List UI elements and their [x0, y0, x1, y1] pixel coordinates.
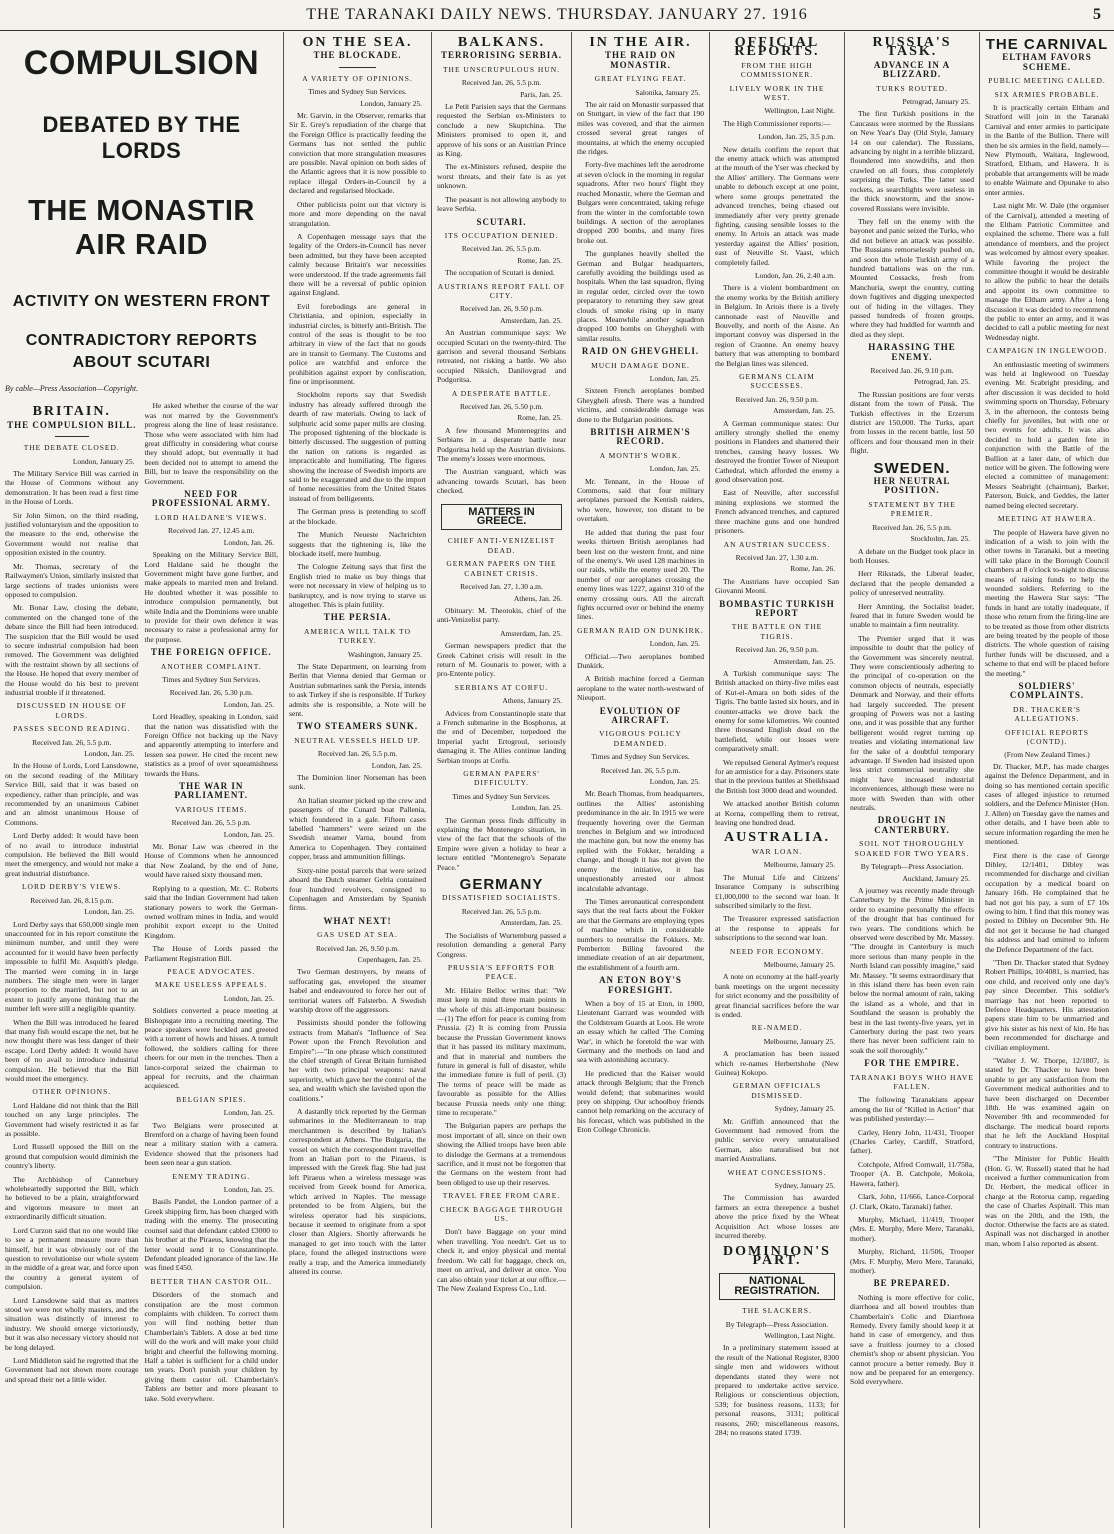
paragraph: Soldiers converted a peace meeting at Bishopsgate into a recruiting meeting. The peace speakers were heckled and greeted with a torrent of howls and hisses. A tumult followed, the soldiers calling for three cheers for our men in the trenches. Then a lance-corporal seized the chairman to appeal for recruits, and the chairman acquiesced. — [144, 1006, 278, 1091]
dateline: Times and Sydney Sun Services. — [452, 791, 551, 801]
dateline: Received Jan. 26, 9.50 p.m. — [735, 394, 819, 404]
paragraph: The House of Lords passed the Parliament Registration Bill. — [144, 944, 278, 963]
paragraph: Sir John Simon, on the third reading, justified voluntaryism and the opposition to the measure to the end, otherwise the Government would not realise that opposition existed in the country. — [5, 510, 139, 558]
paragraph: They fell on the enemy with the bayonet and panic seized the Turks, who did not believe an attack was possible. The Russians remorselessly pushed on, and soon the whole Turkish army of a hundred battalions was on the run. Mounted Cossacks, fresh from Manchuria, swept the country, cutting down fugitives and digging unexpected out of hiding in the villages. They passed hundreds of frozen groups, where they had huddled for warmth and died as they slept. — [850, 216, 974, 339]
subhead: DISSATISFIED SOCIALISTS. — [441, 893, 561, 903]
subhead: ENEMY TRADING. — [172, 1171, 251, 1181]
paragraph: First there is the case of George Dibley, 12/1401, Dibley was recommended for discharge and civilian occupation by a medical board on January 16th. He complained that he had not got his pay, a sum of £7 10s owing to him. I find that this money was posted to Dibley on December 9th. He did not get it because he had changed his address and had omitted to inform the Defence Department of the fact. — [985, 850, 1109, 954]
paragraph: Mr. Griffith announced that the Government had removed from the public service every unnaturalised German, also naturalised but not married Australians. — [715, 1116, 839, 1164]
subhead: TWO STEAMERS SUNK. — [296, 721, 419, 732]
paragraph: The State Department, on learning from Berlin that Vienna denied that German or Austrian submarines sank the Persia, intends to ask Turkey if she is responsible. If Turkey admits she is responsible, a Note will be sent. — [289, 661, 426, 718]
subhead: SERBIANS AT CORFU. — [454, 682, 549, 692]
paragraph: Lord Lansdowne said that as matters stood we were not wholly masters, and the situation was distinctly of interest to industry. We should emerge victoriously, but it was also necessary victory should not be long delayed. — [5, 1295, 139, 1352]
paragraph: Sixteen French aeroplanes bombed Gheygheli afresh. There was a hundred victims, and considerable damage was done to the Bulgarian positions. — [577, 386, 704, 424]
paragraph: The Times aeronautical correspondent says that the real facts about the Fokker are that the Germans are employing types of machine which in considerable numbers to neutralise the Fokkers. Mr. Pemberton Billing favoured the immediate creation of an air department, the establishment of a fourth arm. — [577, 896, 704, 972]
subhead: LORD DERBY'S VIEWS. — [21, 882, 122, 892]
paragraph: Le Petit Parisien says that the Germans requested the Serbian ex-Ministers to conclude a new Skuptchina. The Ministers promised to open it, and approve of his sons or an Austrian Prince as King. — [437, 102, 566, 159]
subhead: WHEAT CONCESSIONS. — [727, 1167, 827, 1177]
paragraph: Mr. Beach Thomas, from headquarters, outlines the Allies' astonishing predominance in the air. In 1915 we were frequently hovering over the German trenches in Belgium and we introduced the machine gun, but now the enemy has replied with the Fokker, heralding a change, and though it has not given the enemy the initiative, it has unquestionably arrested our almost incalculable advantage. — [577, 789, 705, 893]
dateline: Received Jan. 26, 5.5 p.m. — [872, 522, 952, 532]
section-russias-task: RUSSIA'S TASK. — [872, 35, 952, 60]
subhead: BE PREPARED. — [873, 1278, 951, 1289]
paragraph: Herr Rikstads, the Liberal leader, declared that the people demanded a policy of unreserved neutrality. — [850, 569, 974, 598]
dateline: London, Jan. 25. — [511, 803, 562, 813]
paragraph: Lord Middleton said he regretted that the Government had not shown more courage and spread their net a little wider. — [5, 1355, 139, 1384]
paragraph: There is a violent bombardment on the enemy works by the British artillery in Belgium. In Artois there is a lively cannonade east of Neuville and Bouvelly, and north of the Aisne. An important convoy was dispersed in the region of Craonne. An enemy heavy battery that was attempting to bombard the Belgian lines was silenced. — [715, 283, 839, 368]
subhead: DR. THACKER'S ALLEGATIONS. — [1013, 704, 1081, 724]
dateline: Melbourne, January 25. — [763, 959, 835, 969]
paragraph: The occupation of Scutari is denied. — [445, 268, 555, 278]
dateline: London, Jan. 25. — [371, 760, 422, 770]
dateline: Received Jan. 26, 5.5 p.m. — [32, 737, 112, 747]
paragraph: Clark, John, 11/666, Lance-Corporal (J. Clark, Okato, Taranaki) father. — [850, 1192, 974, 1211]
subhead: RE-NAMED. — [751, 1023, 803, 1033]
subhead: HARASSING THE ENEMY. — [868, 342, 956, 362]
dateline: Stockholm, Jan. 25. — [910, 534, 970, 544]
paragraph: Don't have Baggage on your mind when travelling. You needn't. Get us to check it, and enjoy physical and mental freedom. We call for baggage, check on, meet on arrival, and deliver at once. You can also obtain your ticket at our office.—The New Zealand Express Co., Ltd. — [437, 1227, 566, 1293]
subhead: MAKE USELESS APPEALS. — [155, 980, 268, 990]
dateline: Amsterdam, Jan. 25. — [773, 656, 835, 666]
subhead: CHIEF ANTI-VENIZELIST DEAD. — [447, 536, 556, 555]
subhead: THE FOREIGN OFFICE. — [150, 647, 272, 658]
dateline: Times and Sydney Sun Services. — [162, 674, 261, 684]
subhead: SOLDIERS' COMPLAINTS. — [1009, 681, 1085, 701]
subhead: CAMPAIGN IN INGLEWOOD. — [986, 346, 1108, 356]
paragraph: Murphy, Michael, 11/419, Trooper (Mrs. E. Murphy, Mere Mere, Taranaki, mother). — [850, 1214, 974, 1243]
paragraph: A debate on the Budget took place in both Houses. — [850, 546, 974, 565]
dateline: Received Jan. 26, 9.10 p.m. — [870, 366, 954, 375]
dateline: Times and Sydney Sun Services. — [308, 87, 407, 97]
subhead: ANOTHER COMPLAINT. — [160, 661, 262, 671]
dateline: Received Jan. 26, 5.50 p.m. — [459, 402, 544, 411]
subhead: BELGIAN SPIES. — [176, 1094, 247, 1104]
dateline: Received Jan. 27, 1.30 a.m. — [460, 582, 543, 592]
subhead: HER NEUTRAL POSITION. — [873, 476, 951, 496]
paragraph: Lord Derby added: It would have been of no avail to introduce industrial compulsion. He believed the Bill would meet the emergency, and would not make a great industrial disturbance. — [5, 831, 139, 878]
dateline: London, Jan. 25. — [649, 777, 700, 787]
dateline: Copenhagen, Jan. 25. — [357, 954, 422, 964]
paragraph: A journey was recently made through Canterbury by the Prime Minister in order to examine personally the effects of the drought that has continued for two years. The conditions which he observed were described by Mr. Massey. "The drought in Canterbury is much more serious than many people in the North Island can possibly imagine," said Mr. Massey. "It seems extraordinary that in this island there has been even rain below the normal amount of rain, taking the island as a whole, and that in Southland the season is probably the best in the last twenty-five years, yet in Canterbury during the past two years there has never been sufficient rain to soak the soil thoroughly." — [850, 885, 974, 1055]
subhead: AN ETON BOY'S FORESIGHT. — [599, 975, 682, 995]
paragraph: Forty-five machines left the aerodrome at seven o'clock in the morning in regular squadrons. After two hours' flight they reached Monastir, where the German and Bulgars were concentrated, taking refuge from the winter in the comfortable town buildings. A section of the aeroplanes dropped 200 bombs, and many fires broke out. — [577, 160, 704, 245]
section-sweden: SWEDEN. — [873, 459, 951, 477]
paragraph: Mr. Tennant, in the House of Commons, said that four military aeroplanes pursued the Kentish raiders, who were, however, too distant to be overtaken. — [577, 476, 704, 524]
paragraph: Nothing is more effective for colic, diarrhoea and all bowel troubles than Chamberlain's Colic and Diarrhoea Remedy. Every family should keep it at hand in case of emergency, and thus save a fruitless journey to a closed chemist's shop or absent physician. You cannot procure a better remedy. Buy it now and be prepared for an emergency. Sold everywhere. — [850, 1292, 974, 1387]
dateline: Paris, Jan. 25. — [520, 89, 562, 99]
subhead: GERMAN OFFICIALS DISMISSED. — [732, 1081, 822, 1100]
paragraph: An Italian steamer picked up the crew and passengers of the Cunard boat Pallenia, which foundered in a gale. Fifteen cases labelled "hammers" were seized on the Swedish steamer Varna, bound from America to Copenhagen. They contained copper, brass and ammunition fillings. — [289, 795, 426, 862]
column-1 — [0, 32, 284, 1528]
dateline: London, Jan. 25. — [84, 749, 135, 758]
paragraph: Cotchpole, Alfred Cornwall, 11/758a, Trooper (A. B. Catchpole, Mokoia, Hawera, father). — [850, 1159, 974, 1188]
dateline: London, Jan. 26. — [223, 537, 274, 547]
paragraph: Advices from Constantinople state that a French submarine in the Bosphorus, at the end of December, torpedoed the Imperial yacht Ertogroul, seriously damaging it. The Allies continue landing Serbian troops at Corfu. — [437, 708, 566, 765]
paragraph: A few thousand Montenegrins and Serbians in a desperate battle near Podgoritsa held up the Austrian divisions. The enemy's losses were enormous. — [437, 425, 566, 464]
subhead: AN AUSTRIAN SUCCESS. — [723, 539, 831, 549]
dateline: Melbourne, January 25. — [763, 860, 835, 870]
paragraph: Lord Russell opposed the Bill on the ground that compulsion would diminish the country's liberty. — [5, 1142, 139, 1171]
subhead: THE RAID ON MONASTIR. — [604, 50, 676, 70]
dateline: Amsterdam, Jan. 25. — [500, 628, 562, 638]
dateline: London, January 25. — [72, 456, 135, 466]
paragraph: A note on economy at the half-yearly bank meetings on the urgent necessity for strict economy and the possibility of great financial sacrifices before the war is ended. — [715, 972, 839, 1019]
box-headline: NATIONAL REGISTRATION. — [719, 1273, 835, 1300]
subhead: WHAT NEXT! — [323, 915, 392, 926]
paragraph: The Russian positions are four versts distant from the town of Pinsk. The Turkish effectives in the Erzerum district are 150,000. The Turks, apart from losses in the recent battle, lost 50 officers and four thousand men in their flight. — [850, 389, 974, 456]
paragraph: When the Bill was introduced he feared that many fish would escape the net, but he now thought there was less danger of their escape. Lord Derby added: It would have been of no avail to introduce industrial compulsion. He believed that the Bill would meet the emergency. — [5, 1017, 139, 1083]
dateline: By Telegraph—Press Association. — [860, 862, 964, 872]
paragraph: Sixty-nine postal parcels that were seized aboard the Dutch steamer Gelria contained four hundred revolvers, consigned to Copenhagen and Amsterdam by Spanish firms. — [289, 865, 426, 913]
dateline: Amsterdam, Jan. 25. — [500, 315, 562, 325]
subhead: A VARIETY OF OPINIONS. — [302, 73, 413, 83]
subhead: AUSTRIANS REPORT FALL OF CITY. — [437, 281, 566, 300]
paragraph: Speaking on the Military Service Bill, Lord Haldane said he thought the Government might have gone further, and make appeals to married men and Ireland. He doubted whether it was possible to introduce compulsion permanently, but while India and the Dominions were unable to provide for their own defence it was necessary to raise a professional army for the purpose. — [144, 550, 278, 644]
box-headline: MATTERS IN GREECE. — [441, 504, 562, 531]
dateline: Times and Sydney Sun Services. — [591, 752, 690, 762]
paragraph: Mr. Thomas, secretary of the Railwaymen's Union, similarly insisted that large sections of trades unionists were opposed to compulsion. — [5, 561, 139, 599]
subhead: TARANAKI BOYS WHO HAVE FALLEN. — [850, 1072, 974, 1092]
paragraph: "The Minister for Public Health (Hon. G. W. Russell) stated that he had received a further communication from Dr. Herbert, the medical officer in charge at the Rotorua camp, regarding the case of Charles Aspinall. This man was on the 20th, and the 19th, the doctor. Otherwise the facts are as stated. Aspinall was not discharged in another man, whom I also reported as absent. — [985, 1154, 1109, 1248]
subhead: THE BATTLE ON THE TIGRIS. — [731, 622, 823, 641]
subhead: SIX ARMIES PROBABLE. — [994, 89, 1100, 99]
subhead: OFFICIAL REPORTS (CONTD). — [1005, 727, 1089, 747]
subhead: A MONTH'S WORK. — [599, 450, 682, 460]
paragraph: A Turkish communique says: The British attacked on thirty-five miles east of Kut-el-Amara on both sides of the Tigris. The battle lasted six hours, and in counter-attacks we drove back the enemy for some kilometres. We counted three thousand English dead on the battlefield, while our losses were comparatively small. — [715, 668, 839, 754]
paragraph: Other publicists point out that victory is more and more depending on the naval strangulation. — [289, 199, 426, 228]
paragraph: German newspapers predict that the Greek Cabinet crisis will result in the return of M. Gounaris to power, with a pro-Entente policy. — [437, 641, 566, 679]
paragraph: Carley, Henry John, 11/431, Trooper (Charles Carley, Cardiff, Stratford, father). — [850, 1127, 974, 1156]
subhead: GAS USED AT SEA. — [317, 930, 398, 940]
paragraph: "Then Dr. Thacker stated that Sydney Robert Phillips, 10/4081, is married, has one child, and received only one day's pay since December. This soldier's marriage has not been reported to Defence Headquarters. His attestation papers state him to be unmarried and give his sister as his next of kin. He has been recommended for discharge and civilian employment. — [985, 957, 1109, 1052]
paragraph: We repulsed General Aylmer's request for an armistice for a day. Prisoners state that in the previous battles at Sheikhsaad the British lost 3000 dead and wounded. — [715, 757, 840, 795]
subhead: THE UNSCRUPULOUS HUN. — [442, 64, 561, 74]
subhead: GERMAN RAID ON DUNKIRK. — [577, 625, 704, 635]
dateline: Auckland, January 25. — [902, 873, 970, 883]
paragraph: A proclamation has been issued which re-names Herbertshohe (New Guinea) Kokopo. — [715, 1049, 839, 1077]
subhead: BETTER THAN CASTOR OIL. — [150, 1276, 272, 1286]
subhead: TURKS ROUTED. — [876, 83, 948, 93]
paragraph: The Premier urged that it was impossible to doubt that the policy of the Government was sincerely neutral. They were conscientiously adhering to the principal of co-operation on the common objects of neutrals, especially Denmark and Norway, and their efforts had largely succeeded. The present grouping of Powers was not a lasting one, and it was possible that any further belligerent would regret turning up treaties and violating international law for the sake of a doubtful temporary advantage. If Sweden had insisted upon less strict commercial neutrality she might have increased industrial inconveniences, although these were no more with Sweden than with other neutrals. — [850, 633, 974, 813]
paragraph: In the House of Lords, Lord Lansdowne, on the second reading of the Military Service Bill, said that it was based on expediency, rather than principle, and was recommended by an unanimous Cabinet and an almost unanimous House of Commons. — [5, 761, 139, 827]
paragraph: An Austrian communique says: We occupied Scutari on the twenty-third. The garrison and several thousand Serbians retreated, not risking a battle. We also occupied Niksich, Danilovgrad and Podgoritsa. — [437, 328, 566, 385]
paragraph: Lord Haldane did not think that the Bill touched on any large principles. The Government had wisely restricted it as far as possible. — [5, 1100, 139, 1139]
dateline: Amsterdam, Jan. 25. — [500, 918, 562, 928]
paragraph: Two Belgians were prosecuted at Brentford on a charge of having been found near a military station with a camera. Evidence showed that the prisoners had been seen near a gun station. — [144, 1120, 278, 1168]
dateline: London, Jan. 25. — [223, 1108, 274, 1118]
paragraph: The Bulgarian papers are perhaps the most important of all, since on their own showing the Allied troops have been able to dislodge the Germans at a tremendous sacrifice, and it must not be forgotten that the Germans on the western front had been obliged to use up their reserves. — [437, 1121, 566, 1187]
dateline: Received Jan. 26, 5.5 p.m. — [600, 765, 681, 775]
paragraph: The following Taranakians appear among the list of "Killed in Action" that was published yesterday:— — [850, 1095, 974, 1124]
subhead: VARIOUS ITEMS. — [174, 804, 248, 814]
paragraph: New details confirm the report that the enemy attack which was attempted at the mouth of the Yser was checked by the Allies' artillery. The Germans were unable to debouch except at one point, where some groups penetrated the advanced trenches, being chased out immediately after very pretty grenade fighting, causing sensible losses to the enemy. In Artois an attack was made yesterday against the Allies' position, east of Neuville St. Vaast, which completely failed. — [715, 144, 839, 267]
subhead: NEED FOR PROFESSIONAL ARMY. — [151, 489, 271, 509]
paragraph: The peasant is not allowing anybody to leave Serbia. — [437, 194, 566, 214]
section-on-the-sea: ON THE SEA. — [302, 35, 413, 50]
dateline: Received Jan. 26, 9.50 p.m. — [735, 645, 819, 655]
paragraph: A British machine forced a German aeroplane to the water north-westward of Nieuport. — [577, 674, 704, 703]
dateline: Received Jan. 26, 5.5 p.m. — [461, 906, 542, 916]
paragraph: The Military Service Bill was carried in the House of Commons without any demonstration. It has been read a first time in the House of Lords. — [5, 469, 139, 507]
paragraph: The Munich Neueste Nachrichten suggests that the tightening is, like the blockade itself, mere humbug. — [289, 530, 426, 558]
subhead: DISCUSSED IN HOUSE OF LORDS. — [16, 701, 127, 720]
paragraph: The High Commissioner reports:— — [723, 118, 831, 128]
subhead: THE SLACKERS. — [742, 1306, 812, 1316]
column-russias-task — [845, 32, 980, 1528]
column-on-the-sea — [284, 32, 432, 1528]
column-in-the-air — [572, 32, 710, 1528]
subhead: BRITISH AIRMEN'S RECORD. — [590, 427, 691, 447]
subhead: AMERICA WILL TALK TO TURKEY. — [303, 626, 412, 646]
paragraph: The Austrian vanguard, which was advancing towards Scutari, has been checked. — [437, 467, 566, 496]
section-balkans: BALKANS. — [457, 35, 546, 50]
subhead: OTHER OPINIONS. — [32, 1087, 112, 1097]
paragraph: Lord Headley, speaking in London, said that the nation was dissatisfied with the Foreign Office not backing up the Navy and apparently attempting to interfere and lessen sea power. He cited the recent new statistics as a proof of over squeamishness towards the Huns. — [144, 712, 278, 778]
paragraph: East of Neuville, after successful mining explosions we stormed the French advanced trenches, and captured three machine guns and one hundred prisoners. — [715, 488, 839, 536]
paragraph: The Cologne Zeitung says that first the English tried to make us buy things that were not necessary in view of helping us to bankruptcy, and is now trying to starve us altogether. This is plain futility. — [289, 562, 426, 609]
dateline: Melbourne, January 25. — [763, 1036, 835, 1046]
dateline: Received Jan. 26, 5.5 p.m. — [317, 749, 398, 759]
subhead: THE PERSIA. — [323, 612, 392, 623]
dateline: Athens, Jan. 26. — [513, 593, 562, 603]
subhead: GERMANS CLAIM SUCCESSES. — [739, 372, 815, 391]
dateline: London, Jan. 25. — [649, 464, 700, 474]
subhead: TRAVEL FREE FROM CARE. — [442, 1191, 561, 1201]
subhead: MUCH DAMAGE DONE. — [591, 360, 690, 370]
dateline: Petrograd, Jan. 25. — [913, 377, 970, 387]
section-britain: BRITAIN. — [32, 404, 111, 420]
dateline: Wellington, Last Night. — [764, 1330, 835, 1340]
dateline: Washington, January 25. — [348, 649, 422, 659]
paragraph: The Socialists of Wurtemburg passed a resolution demanding a general Party Congress. — [437, 930, 566, 959]
subhead: BOMBASTIC TURKISH REPORT — [719, 598, 835, 618]
paragraph: Last night Mr. W. Dale (the organiser of the Carnival), attended a meeting of the Eltham Patriotic Committee and explained the scheme. There was a full attendance of members, and the project was welcomed by almost every speaker. While favoring the project the committee thought it would be desirable to allow the public to hear the details and appoint its own committee to manage the Eltham army. After a long discussion it was decided to recommend the public to enter an army, and it was decided to call a public meeting for next Wednesday night. — [985, 201, 1109, 342]
paragraph: The Mutual Life and Citizens' Insurance Company is subscribing £1,000,000 to the second war loan. It subscribed similarly to the first. — [715, 872, 839, 910]
dateline: Received Jan. 26, 5.5 p.m. — [461, 78, 542, 88]
paragraph: The ex-Ministers refused, despite the worst threats, and their fate is as yet unknown. — [437, 162, 566, 191]
paragraph: The Dominion liner Norseman has been sunk. — [289, 773, 426, 792]
subhead: LORD HALDANE'S VIEWS. — [155, 512, 268, 522]
dateline: Rome, Jan. 25. — [517, 413, 562, 423]
subhead: SCUTARI. — [476, 216, 527, 227]
dateline: Received Jan. 27, 12.45 a.m. — [168, 526, 255, 536]
subhead: TERRORISING SERBIA. — [440, 50, 563, 61]
subhead: DROUGHT IN CANTERBURY. — [874, 815, 950, 835]
paragraph: Lord Curzon said that no one would like to see a permanent measure more than himself, but it was obviously out of the question to revolutionise our whole system in the middle of a great war, and force upon the country a general system of compulsion. — [5, 1225, 139, 1292]
paragraph: Mr. Bonar Law was cheered in the House of Commons when he announced that New Zealand, by the end of June, would have raised sixty thousand men. — [144, 842, 278, 880]
subhead: VIGOROUS POLICY DEMANDED. — [599, 729, 682, 748]
dateline: Wellington, Last Night. — [764, 106, 835, 116]
subhead: CHECK BAGGAGE THROUGH US. — [439, 1204, 564, 1224]
section-germany: GERMANY — [459, 876, 544, 894]
subhead: A DESPERATE BATTLE. — [451, 388, 552, 398]
paragraph: The air raid on Monastir surpassed that on Stuttgart, in view of the fact that 190 miles was covered, and that the airmen crossed several great ranges of mountains, at which the enemy occupied the ridges. — [577, 100, 704, 157]
subhead: ADVANCE IN A BLIZZARD. — [873, 59, 951, 80]
paragraph: Lord Derby says that 650,000 single men unaccounted for in his report constitute the minimum number, and until they were accounted for it would have been perfectly impossible to fulfil Mr. Asquith's pledge. The married were coming in in large numbers. The single men were in larger proportion to the married, but not to an extent to justify anyone thinking that the number left were still a negligible quantity. — [5, 919, 139, 1014]
paragraph: Obituary: M. Theotokis, chief of the anti-Venizelist party. — [437, 605, 566, 625]
paragraph: An enthusiastic meeting of swimmers was held at Inglewood on Tuesday evening. Mr. Scabright presiding, and after discussion it was decided to hold swimming sports on Thursday, February 3, in the afternoon, the contests being chiefly for juveniles, but with one or two events for adults. It was also decided to hold a garden fete in conjunction with the Battle of the Bullion at a later date, of which due notice will be given. The following were elected a committee of management: Messrs Seabright (chairman), Barker, Paterson, Buick, and Geddes, the latter named being elected secretary. — [985, 359, 1109, 510]
byline: By cable—Press Association—Copyright. — [5, 384, 139, 393]
dateline: Received Jan. 26, 9.50 p.m. — [315, 943, 400, 953]
headline-western-front: ACTIVITY ON WESTERN FRONT — [12, 293, 271, 310]
masthead — [0, 0, 1114, 31]
subhead: STATEMENT BY THE PREMIER. — [868, 499, 956, 519]
headline-compulsion: COMPULSION — [23, 44, 260, 82]
paragraph: The Treasurer expressed satisfaction at the response to appeals for subscriptions to the second war loan. — [715, 914, 839, 943]
paragraph: Mr. Garvin, in the Observer, remarks that Sir E. Grey's repudiation of the charge that the Foreign Office is practically feeding the Germans has not settled the public conviction that more strangulation measures are possible. Naval opinion on both sides of the Atlantic agrees that it is now possible to replace illegal Orders-in-Council by a declared and regularised blockade. — [289, 111, 426, 196]
paragraph: "Walter J. W. Thorpe, 12/1807, is stated by Dr. Thacker to have been unable to get any satisfaction from the Government medical authorities and to have been discharged on December 18th. He was examined again on November 9th and recommended for discharge. The medical board reports that he left the Auckland Hospital contrary to instructions. — [985, 1056, 1109, 1150]
paragraph: The Commission has awarded farmers an extra threepence a bushel above the price fixed by the Wheat Acquisition Act whose losses are incurred thereby. — [715, 1193, 839, 1241]
dateline: By Telegraph—Press Association. — [725, 1319, 829, 1329]
paragraph: He added that during the past four weeks thirteen British aeroplanes had been lost on the western front, and nine of the enemy's. We used 128 machines in our raids, while the enemy used 20. The number of our aeroplanes crossing the enemy lines was 1227, against 310 of the enemy crossing ours. All the aircraft fights occurred over or behind the enemy lines. — [577, 527, 704, 622]
dateline: Rome, Jan. 25. — [517, 255, 562, 265]
dateline: London, January 25. — [360, 98, 422, 108]
paragraph: Mr. Hilaire Belloc writes that: "We must keep in mind three main points in the whole of this all-important business:—(1) The effort for peace is coming from Prussia. (2) It is coming from Prussia because the Prussian Government knows that it has passed its military maximum, and that in material and numbers the future in general is full of disaster, while the immediate future is full of peril. (3) The terms of peace will be made as favourable as possible for the Allies because Prussia needs only one thing: time to recuperate." — [437, 985, 566, 1117]
paragraph: Dr. Thacker, M.P., has made charges against the Defence Department, and in doing so has mentioned certain specific cases of alleged injustice to returned soldiers, and the Defence Minister (Hon. J. Allen) on Tuesday gave the names and other details, and I have been able to secure information regarding the men he mentioned. — [985, 761, 1110, 847]
headline-debated-by-lords: DEBATED BY THE LORDS — [42, 112, 241, 163]
headline-monastir-air-raid: THE MONASTIR AIR RAID — [28, 195, 255, 261]
paragraph: The gunplanes heavily shelled the German and Bulgar headquarters, carefully avoiding the buildings used as hospitals. When the last squadron, flying in regular order, circled over the town preparatory to returning they saw great clouds of smoke rising up in many places. Meanwhile another squadron dropped 100 bombs on Gheygheli with similar results. — [577, 249, 704, 343]
dateline: London, Jan. 25. — [84, 907, 135, 917]
paragraph: Evil forebodings are general in Christiania, and opinion, especially in industrial circles, is bitterly anti-British. The control of the seas is thought to be too arbitrary in view of the fact that no goods are in transit to Germany. The Customs and police are watchful and enforce the prohibition against export by confiscation, fine or imprisonment. — [289, 301, 426, 386]
paragraph: The German press finds difficulty in explaining the Montenegro situation, in view of the fact that the schools of the Empire were given a holiday to hear a lecture entitled "Montenegro's Separate Peace." — [437, 815, 566, 872]
page-number: 5 — [1093, 6, 1102, 23]
subhead: GERMAN PAPERS ON THE CABINET CRISIS. — [446, 559, 557, 578]
section-australia: AUSTRALIA. — [724, 830, 830, 846]
subhead: THE WAR IN PARLIAMENT. — [174, 781, 248, 801]
dateline: Amsterdam, Jan. 25. — [773, 406, 835, 416]
subhead: NEUTRAL VESSELS HELD UP. — [294, 735, 421, 745]
dateline: London, Jan. 25. — [223, 993, 274, 1003]
subhead: THE BLOCKADE. — [313, 50, 402, 61]
section-official-reports: OFFICIAL REPORTS. — [734, 35, 820, 60]
paragraph: Mr. Bonar Law, closing the debate, commented on the changed tone of the debate since the Bill had been introduced. The suspicion that the Bill would be used to secure industrial compulsion had been removed. The Government was delighted with the restraint shown by all sections of the House. He hoped that every member of the House would do his best to prevent industrial trouble if it threatened. — [5, 603, 139, 697]
dateline: London, Jan. 25. — [649, 374, 700, 383]
subhead: GREAT FLYING FEAT. — [594, 74, 687, 84]
paragraph: Two German destroyers, by means of suffocating gas, enveloped the steamer Isabel and endeavoured to force her out of territorial waters off Falsterbo. A Swedish warship drove off the aggressors. — [289, 967, 426, 1014]
paragraph: The Archbishop of Canterbury wholeheartedly supported the Bill, which he believed to be a plain, straightforward and vigorous measure to meet an extraordinarily difficult situation. — [5, 1174, 139, 1222]
paragraph: The Austrians have occupied San Giovanni Meoni. — [715, 576, 839, 596]
paragraph: Replying to a question, Mr. C. Roberts said that the Indian Government had taken stationary powers to work the German-owned wolfram mines in India, and would prohibit export except to the United Kingdom. — [144, 883, 278, 940]
subhead: EVOLUTION OF AIRCRAFT. — [599, 705, 682, 725]
masthead-title: THE TARANAKI DAILY NEWS. THURSDAY. JANUARY 27. 1916 — [306, 6, 808, 23]
paragraph: A German communique states: Our artillery strongly shelled the enemy positions in Flanders and shattered their trenches, causing heavy losses. We destroyed the frontier Tower of Nieuport Cathedral, which afforded the enemy a good observation post. — [715, 418, 839, 485]
subhead: THE DEBATE CLOSED. — [23, 443, 120, 453]
dateline: London, Jan. 26, 2.40 a.m. — [755, 270, 835, 280]
paragraph: Pessimists should ponder the following extracts from Mahan's "Influence of Sea Power upon the French Revolution and Empire":—"In one phrase which constituted the chief strength of Great Britain furnished her with two principal weapons: naval superiority, which gave her the control of the sea, and wealth which she lavished upon the coalitions." — [289, 1018, 426, 1103]
paragraph: Stockholm reports say that Swedish industry has already suffered through the dearth of raw materials. Owing to lack of sulphuric acid some paper mills are closing. The proposed tightening of the blockade is bitterly discussed. The suggestion of putting the nation on rations is regarded as impracticable and humiliating. The figures showing the increase of Swedish imports are said to be exaggerated and due to the import of home necessities from the United States instead of from belligerents. — [289, 390, 426, 503]
dateline: Salonika, January 25. — [635, 87, 700, 97]
paragraph: Official.—Two aeroplanes bombed Dunkirk. — [577, 651, 704, 670]
dateline: Received Jan. 26, 5.30 p.m. — [169, 688, 253, 698]
dateline: Received Jan. 26, 5.5 p.m. — [461, 244, 542, 254]
paragraph: A Copenhagen message says that the legality of the Orders-in-Council has never been admitted, but they have been accepted calmly because Britain's war necessities were understood. If the trade agreements fail there will be a reversal of public opinion against England. — [289, 231, 426, 298]
paragraph: The first Turkish positions in the Caucasus were stormed by the Russians on New Year's Day (Old Style, January 14 on our calendar). The Russians, advancing by night in a terrible blizzard, floundered into snowdrifts, and then crawled on all fours, thus completely surprising the Turks. The latter used rockets, as searchlights were useless in the thick snowstorm, and the snow-covered Russians were invisible. — [850, 109, 974, 213]
section-in-the-air: IN THE AIR. — [589, 35, 692, 50]
subhead: PEACE ADVOCATES. — [167, 966, 256, 976]
subhead: MEETING AT HAWERA. — [997, 514, 1097, 524]
paragraph: Disorders of the stomach and constipation are the most common complaints with children. To correct them you will find nothing better than Chamberlain's Tablets. A dose at bed time will do the work and will make your child bright and cheerful the following morning. Half a tablet is sufficient for a child under ten years. Don't punish your children by giving them castor oil. Chamberlain's Tablets are better and more pleasant to take. Sold everywhere. — [144, 1290, 278, 1403]
subhead: RAID ON GHEVGHELI. — [581, 346, 700, 357]
dateline: Sydney, January 25. — [774, 1181, 835, 1191]
dateline: London, Jan. 25. — [223, 829, 274, 839]
paragraph: Murphy, Richard, 11/506, Trooper (Mrs. F. Murphy, Mero Mere, Taranaki, mother). — [850, 1247, 974, 1275]
subhead: THE COMPULSION BILL. — [7, 419, 137, 430]
paragraph: The people of Hawera have given no indication of a wish to join with the other towns in Taranaki, but a meeting will take place in the Borough Council chambers at 8 o'clock to-night to discuss means of raising funds to help the wounded soldiers. Referring to the meeting the Hawera Star says: "The funds in hand are totally inadequate, if those who return from the firing-line are to be treated as those from other districts are being treated by the people of those districts. The whole question of raising further funds will be discussed, and a scheme to that end will be placed before the meeting." — [985, 527, 1109, 678]
subhead: PASSES SECOND READING. — [13, 724, 131, 734]
paragraph: The German press is pretending to scoff at the blockade. — [289, 507, 426, 526]
subhead: GERMAN PAPERS' DIFFICULTY. — [463, 769, 540, 788]
column-1-body — [5, 401, 278, 1407]
dateline: (From New Zealand Times.) — [1004, 750, 1090, 760]
column-balkans — [432, 32, 572, 1528]
paragraph: He asked whether the course of the war was not marred by the Government's progress along the line of least resistance. Those who were associated with him had great difficulty in considering what course they should adopt, but eventually it had been decided not to attempt to amend the Bill, but to leave the responsibility on the Government. — [144, 401, 278, 486]
paragraph: Herr Amnting, the Socialist leader, feared that in future Sweden would be unable to maintain a firm neutrality. — [850, 601, 974, 630]
paragraph: Basils Pandel, the London partner of a Greek shipping firm, has been charged with trading with the enemy. The prosecuting counsel said that defendant cabled £3000 to his brother at the Piraeus, knowing that the letter would send it to Constantinople. Defendant pleaded ignorance of the law. He was fined £450. — [144, 1197, 278, 1273]
dateline: Received Jan. 26, 9.50 p.m. — [459, 304, 544, 314]
dateline: London, Jan. 25. — [223, 699, 274, 709]
paragraph: We attacked another British column at Korna, compelling them to retreat, leaving one hundred dead. — [715, 799, 839, 828]
section-dominions-part: DOMINION'S PART. — [723, 1243, 831, 1268]
dateline: Rome, Jan. 26. — [790, 564, 835, 574]
column-carnival — [980, 32, 1114, 1528]
paragraph: In a preliminary statement issued at the result of the National Register, 8300 single men and widowers without dependants stated they were not prepared to undertake active service. Religious or conscientious objection, 539; for business reasons, 1133; for personal reasons, 3131; political reasons, 260; miscellaneous reasons, 284; no reasons stated 1739. — [715, 1343, 839, 1437]
subhead: PUBLIC MEETING CALLED. — [988, 76, 1106, 86]
dateline: Petrograd, January 25. — [902, 97, 970, 107]
dateline: London, Jan. 25. — [649, 639, 700, 649]
subhead: LIVELY WORK IN THE WEST. — [729, 83, 825, 103]
dateline: Sydney, January 25. — [774, 1104, 835, 1114]
paragraph: It is practically certain Eltham and Stratford will join in the Taranaki Carnival and enter armies to participate in the Battle of the Bullion. There will then be six armies in the field, namely—New Plymouth, Waitara, Inglewood, Stratford, Eltham, and Hawera. It is probable that arrangements will be made to enable Waimate and Opunake to also enter armies. — [985, 103, 1109, 197]
subhead: SOIL NOT THOROUGHLY SOAKED FOR TWO YEARS. — [854, 839, 970, 858]
subhead: PRUSSIA'S EFFORTS FOR PEACE. — [447, 962, 556, 982]
headline-scutari: CONTRADICTORY REPORTS ABOUT SCUTARI — [25, 332, 258, 371]
dateline: Received Jan. 26, 8.15 p.m. — [30, 895, 114, 905]
section-carnival: THE CARNIVAL — [985, 36, 1109, 53]
subhead: WAR LOAN. — [751, 846, 803, 856]
dateline: London, Jan. 25, 3.5 p.m. — [758, 132, 835, 142]
column-official-reports — [710, 32, 845, 1528]
subhead: FROM THE HIGH COMMISSIONER. — [740, 60, 814, 80]
subhead: ITS OCCUPATION DENIED. — [444, 230, 559, 240]
dateline: Received Jan. 26, 5.5 p.m. — [171, 818, 251, 828]
subhead: NEED FOR ECONOMY. — [729, 946, 825, 956]
subhead: FOR THE EMPIRE. — [864, 1058, 960, 1069]
subhead: ELTHAM FAVORS SCHEME. — [1002, 52, 1092, 72]
dateline: Received Jan. 27, 1.30 a.m. — [735, 552, 819, 562]
paragraph: When a boy of 15 at Eton, in 1900, Lieutenant Garrard was wounded with the Coldstream Guards at Loos. He wrote an essay which he called 'The Coming War', in which he foretold the war with Germany and the methods on land and sea with astonishing accuracy. — [577, 998, 704, 1065]
dateline: Athens, January 25. — [502, 696, 562, 706]
paragraph: A dastardly trick reported by the German submarines in the Mediterranean to trap merchantmen is described by Italian's correspondent at Athens. The Bulgaria, the vessel on which the correspondent travelled from an Italian port to the Piraeus, is impressed with the Greek flag. She had just left Piraeus when a wireless message was received from Greek bound for America, which arrived in Naples. The message pretended to be from Algiers, but the wireless operator had his suspicions, because it seemed to originate from a spot closer than Algiers. Shortly afterwards he managed to get into touch with the latter place, found the alleged instructions were really a trap, and the America immediately altered its course. — [289, 1107, 426, 1276]
dateline: London, Jan. 25. — [223, 1185, 274, 1195]
paragraph: He predicted that the Kaiser would attack through Belgium; that the French would defend; that submarines would prey on shipping. Our schoolboy friends cannot help remarking on the accuracy of his forecast, which was published in the Eton College Chronicle. — [577, 1068, 704, 1135]
